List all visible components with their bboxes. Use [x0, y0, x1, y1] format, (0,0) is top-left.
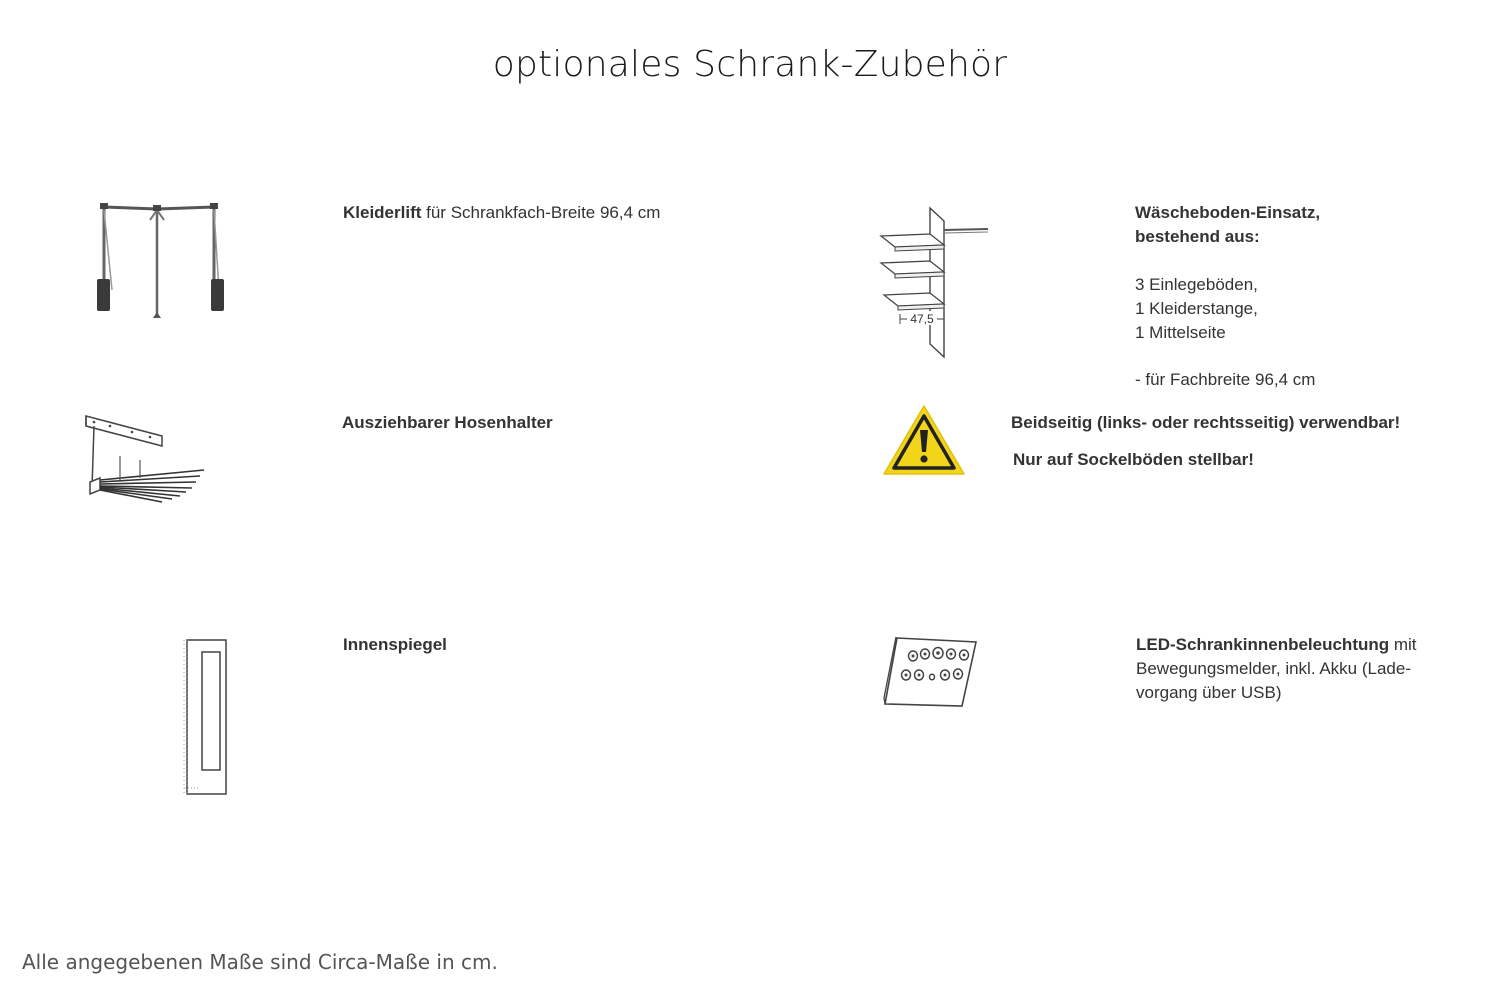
waescheboden-width-note: - für Fachbreite 96,4 cm: [1135, 370, 1316, 389]
mirror-icon: [182, 636, 232, 798]
waescheboden-part: 1 Mittelseite: [1135, 323, 1226, 342]
warning-triangle-icon: [882, 404, 966, 478]
led-text: [1136, 633, 1486, 705]
kleiderlift-text: [343, 201, 763, 225]
innenspiegel-text: [343, 633, 763, 657]
hosenhalter-name: Ausziehbarer Hosenhalter: [342, 413, 553, 432]
trouser-rack-icon: [80, 410, 215, 510]
kleiderlift-description: für Schrankfach-Breite 96,4 cm: [421, 203, 661, 222]
led-description-3: vorgang über USB): [1136, 683, 1282, 702]
led-description-2: Bewegungsmelder, inkl. Akku (Lade-: [1136, 659, 1411, 678]
waescheboden-text: [1135, 201, 1475, 392]
waescheboden-part: 1 Kleiderstange,: [1135, 299, 1258, 318]
shelf-insert-icon: [876, 203, 991, 361]
warning-line-2: Nur auf Sockelböden stellbar!: [1013, 450, 1254, 469]
footer-note: Alle angegebenen Maße sind Circa-Maße in cm.: [22, 950, 498, 974]
led-name: LED-Schrankinnenbeleuchtung: [1136, 635, 1390, 654]
warning-line-1: Beidseitig (links- oder rechtsseitig) verwendbar!: [1011, 413, 1401, 432]
page-title: optionales Schrank-Zubehör: [492, 44, 1008, 85]
waescheboden-name-line1: Wäscheboden-Einsatz,: [1135, 203, 1321, 222]
led-light-panel-icon: [880, 634, 980, 712]
led-description-1: mit: [1389, 635, 1417, 654]
hosenhalter-text: [342, 411, 762, 435]
kleiderlift-name: Kleiderlift: [343, 203, 422, 222]
shelf-dimension-label: 47,5: [910, 312, 934, 326]
waescheboden-part: 3 Einlegeböden,: [1135, 275, 1258, 294]
clothes-lift-icon: [90, 200, 235, 325]
innenspiegel-name: Innenspiegel: [343, 635, 447, 654]
waescheboden-name-line2: bestehend aus:: [1135, 227, 1260, 246]
